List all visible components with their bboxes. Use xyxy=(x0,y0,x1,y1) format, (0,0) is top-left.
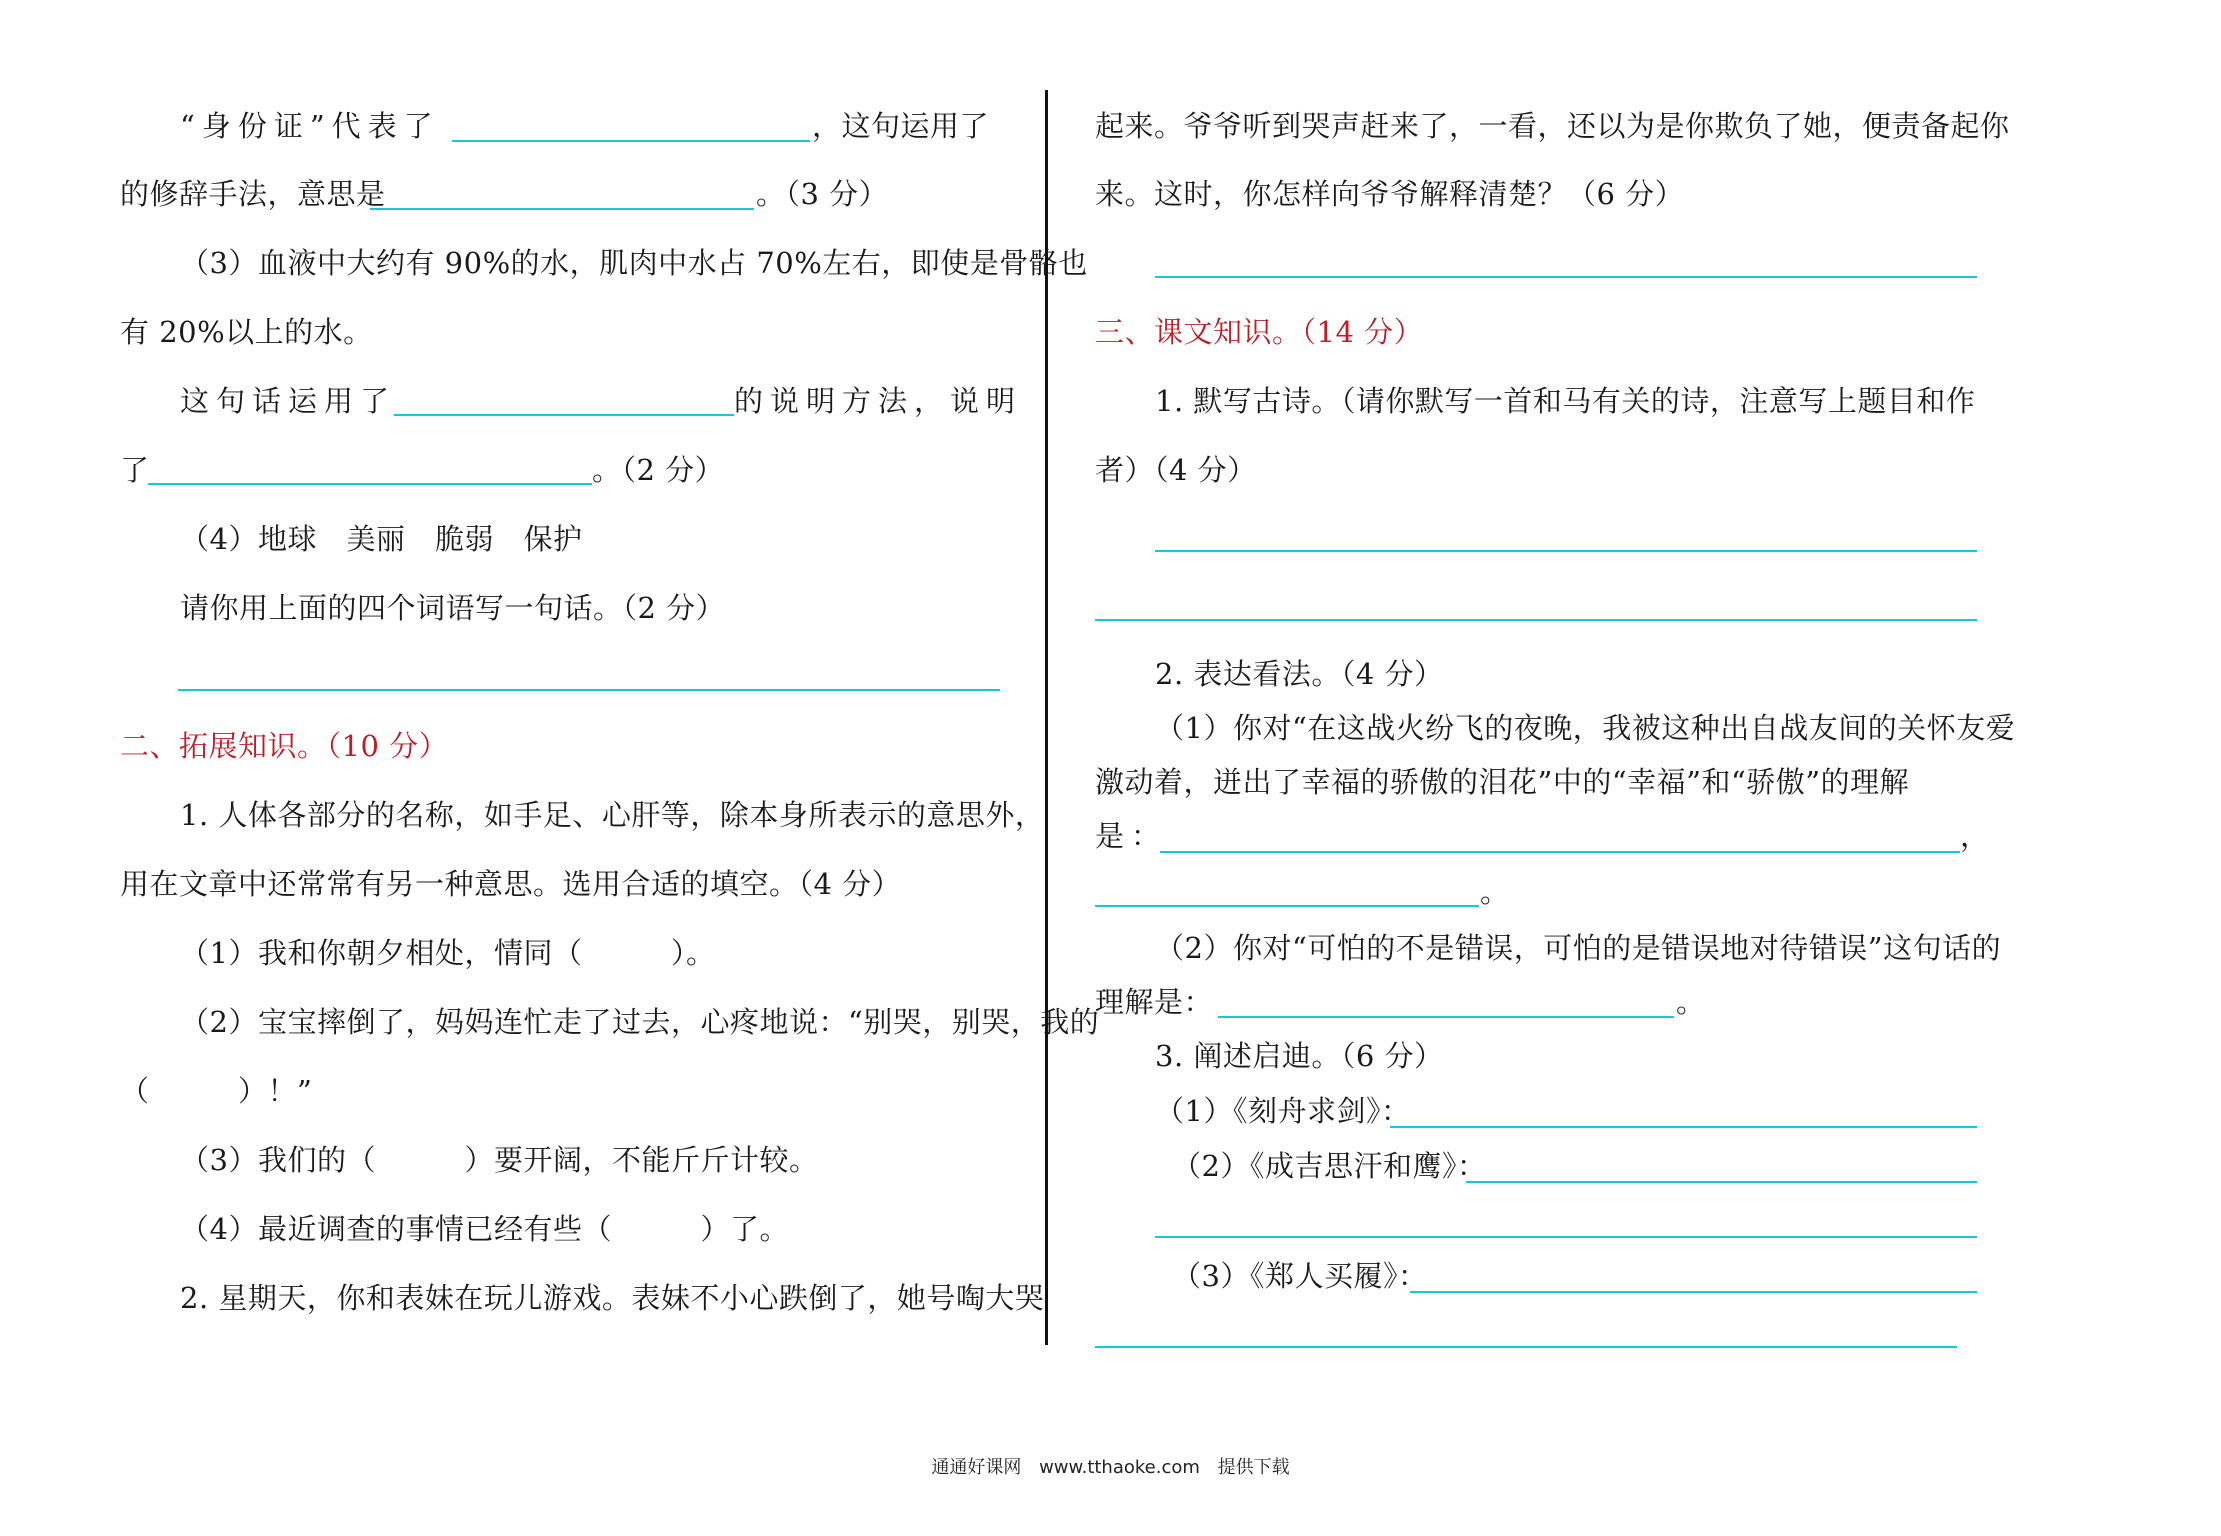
s3-q2-b-line1: （2）你对“可怕的不是错误，可怕的是错误地对待错误”这句话的 xyxy=(1155,931,2002,965)
s3-q2-a-line1: （1）你对“在这战火纷飞的夜晚，我被这种出自战友间的关怀友爱 xyxy=(1155,711,2016,745)
s3-q2-b-blank[interactable] xyxy=(1218,1016,1674,1018)
s3-q2-title: 2. 表达看法。（4 分） xyxy=(1155,657,1444,691)
q2-line1-post: ，这句运用了 xyxy=(812,109,990,143)
footer-note: 提供下载 xyxy=(1217,1457,1290,1478)
section3-title: 三、课文知识。（14 分） xyxy=(1095,315,1424,349)
s3-q3-blank-2[interactable] xyxy=(1466,1181,1977,1183)
s3-q2-b-line2-pre: 理解是： xyxy=(1095,985,1214,1019)
q3-line1: （3）血液中大约有 90%的水，肌肉中水占 70%左右，即使是骨骼也 xyxy=(180,246,1088,280)
q2-line2-post: 。（3 分） xyxy=(756,177,889,211)
column-divider xyxy=(1045,90,1048,1345)
s3-q3-item-3: （3）《郑人买履》： xyxy=(1172,1259,1428,1293)
section2-title: 二、拓展知识。（10 分） xyxy=(120,729,449,763)
s2-q2-line3: 来。这时，你怎样向爷爷解释清楚？（6 分） xyxy=(1095,177,1685,211)
q4-instruction: 请你用上面的四个词语写一句话。（2 分） xyxy=(180,591,726,625)
s3-q3-blank-2-cont[interactable] xyxy=(1155,1236,1977,1238)
s3-q3-title: 3. 阐述启迪。（6 分） xyxy=(1155,1039,1444,1073)
s3-q3-item-1: （1）《刻舟求剑》： xyxy=(1155,1094,1411,1128)
s2-q2-line1: 2. 星期天，你和表妹在玩儿游戏。表妹不小心跌倒了，她号啕大哭 xyxy=(180,1281,1045,1315)
s2-q2-line2: 起来。爷爷听到哭声赶来了，一看，还以为是你欺负了她，便责备起你 xyxy=(1095,109,2010,143)
q4-answer-line[interactable] xyxy=(178,689,1000,691)
q2-line2-pre: 的修辞手法，意思是 xyxy=(120,177,386,211)
s2-q1-item-2-cont: （ ）！” xyxy=(120,1074,313,1108)
q3-line2: 有 20%以上的水。 xyxy=(120,315,373,349)
s3-q2-a-blank-2[interactable] xyxy=(1095,905,1479,907)
s3-q2-a-line2: 激动着，迸出了幸福的骄傲的泪花”中的“幸福”和“骄傲”的理解 xyxy=(1095,765,1910,799)
s3-q1-answer-line-2[interactable] xyxy=(1095,619,1977,621)
s2-q2-answer-line[interactable] xyxy=(1155,276,1977,278)
s2-q1-item-2: （2）宝宝摔倒了，妈妈连忙走了过去，心疼地说：“别哭，别哭，我的 xyxy=(180,1005,1100,1039)
q4-words: （4）地球 美丽 脆弱 保护 xyxy=(180,522,583,556)
q3-line4-post: 。（2 分） xyxy=(592,453,725,487)
s2-q1-item-4: （4）最近调查的事情已经有些（ ）了。 xyxy=(180,1212,789,1246)
s3-q3-blank-3[interactable] xyxy=(1410,1291,1977,1293)
footer xyxy=(0,1456,2221,1480)
q3-line3-pre: 这句话运用了 xyxy=(180,384,397,418)
q2-blank-1[interactable] xyxy=(452,140,810,142)
s3-q1-line2: 者）（4 分） xyxy=(1095,453,1257,487)
s2-q1-line1: 1. 人体各部分的名称，如手足、心肝等，除本身所表示的意思外， xyxy=(180,798,1045,832)
q2-line1-pre: “身份证”代表了 xyxy=(180,109,440,143)
s3-q1-answer-line-1[interactable] xyxy=(1155,550,1977,552)
q3-blank-1[interactable] xyxy=(394,414,734,416)
s3-q2-b-line2-post: 。 xyxy=(1676,985,1706,1019)
s3-q2-a-line3-pre: 是： xyxy=(1095,819,1168,853)
q3-line3-post: 的说明方法，说明 xyxy=(734,384,1023,418)
footer-site-name: 通通好课网 xyxy=(931,1457,1022,1478)
s3-q2-a-blank-1[interactable] xyxy=(1160,851,1960,853)
s2-q1-line2: 用在文章中还常常有另一种意思。选用合适的填空。（4 分） xyxy=(120,867,902,901)
q3-line4-pre: 了 xyxy=(120,453,150,487)
footer-url[interactable]: www.tthaoke.com xyxy=(1039,1457,1200,1478)
s2-q1-item-3: （3）我们的（ ）要开阔，不能斤斤计较。 xyxy=(180,1143,819,1177)
s2-q1-item-1: （1）我和你朝夕相处，情同（ ）。 xyxy=(180,936,716,970)
s3-q3-blank-1[interactable] xyxy=(1390,1126,1977,1128)
s3-q3-item-2: （2）《成吉思汗和鹰》： xyxy=(1172,1149,1487,1183)
q2-blank-2[interactable] xyxy=(370,208,754,210)
s3-q1-line1: 1. 默写古诗。（请你默写一首和马有关的诗，注意写上题目和作 xyxy=(1155,384,1976,418)
q3-blank-2[interactable] xyxy=(148,483,592,485)
s3-q2-a-line4-post: 。 xyxy=(1480,875,1510,909)
s3-q2-a-line3-post: ， xyxy=(1960,819,1990,853)
s3-q3-blank-3-cont[interactable] xyxy=(1095,1346,1957,1348)
